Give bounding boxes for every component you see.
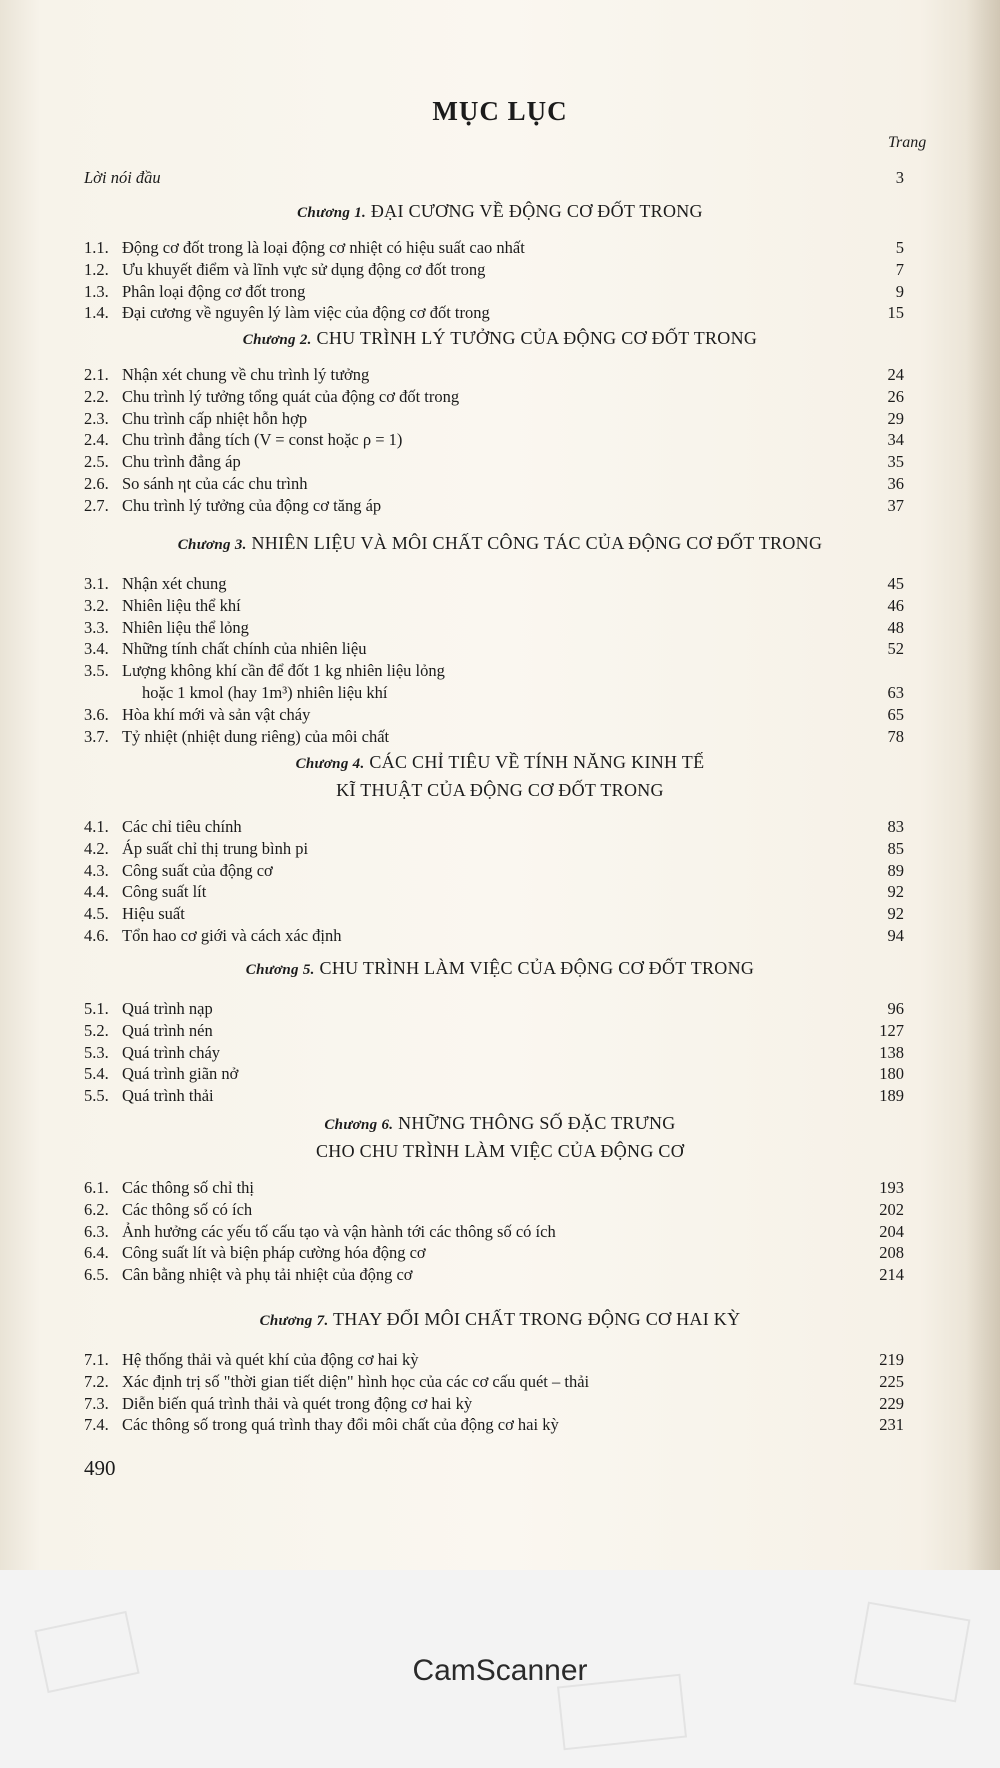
toc-entry-title: Chu trình lý tưởng của động cơ tăng áp [122,495,382,515]
toc-entry-title: Các thông số trong quá trình thay đổi môi chất của động cơ hai kỳ [122,1415,559,1435]
toc-entry [84,880,904,904]
toc-entry-text [84,572,226,596]
toc-entry-intro [84,166,904,190]
toc-entry-title: Nhiên liệu thể lỏng [122,617,249,637]
toc-entry-page: 63 [887,683,904,702]
toc-entry-number: 5.4. [84,1064,109,1084]
toc-entry-text [84,363,369,387]
toc-entry-text [84,494,381,518]
chapter-heading [0,1110,1000,1164]
toc-entry-page: 219 [879,1350,904,1369]
toc-entry-text [84,1413,559,1437]
toc-entry-number: 6.3. [84,1221,109,1241]
toc-entry-title: Chu trình lý tưởng tổng quát của động cơ đốt trong [122,386,460,406]
toc-entry-text [84,472,308,496]
toc-entry [84,385,904,409]
toc-entry [84,725,904,749]
toc-entry-text [84,880,206,904]
toc-entry-number: 1.4. [84,303,109,323]
toc-entry-page: 180 [879,1064,904,1084]
toc-entry-title: Tỷ nhiệt (nhiệt dung riêng) của môi chất [122,726,390,746]
chapter-subtitle: KĨ THUẬT CỦA ĐỘNG CƠ ĐỐT TRONG [336,780,664,800]
toc-entry-number: 3.7. [84,726,109,746]
toc-entry-text [84,924,342,948]
chapter-kicker: Chương 6. [324,1117,394,1133]
toc-entry-title: Phân loại động cơ đốt trong [122,281,306,301]
camscanner-watermark: CamScanner [412,1654,588,1687]
toc-entry-text [84,815,242,839]
toc-entry [84,472,904,496]
toc-entry-title: Hệ thống thải và quét khí của động cơ hai kỳ [122,1350,419,1369]
toc-entry [84,997,904,1021]
toc-entry-page: 231 [879,1415,904,1435]
toc-entry-number: 2.7. [84,495,109,515]
chapter-title: THAY ĐỔI MÔI CHẤT TRONG ĐỘNG CƠ HAI KỲ [333,1309,741,1329]
toc-entry-title: Cân bằng nhiệt và phụ tải nhiệt của động cơ [122,1265,413,1285]
toc-entry-page: 94 [887,926,904,945]
toc-entry-title: Quá trình nạp [122,999,213,1018]
toc-entry-number: 3.2. [84,595,109,615]
toc-entry-text [84,385,459,409]
toc-entry-title: Áp suất chỉ thị trung bình pi [122,838,309,858]
toc-entry [84,280,904,304]
toc-entry-text [84,703,310,727]
toc-entry-text [84,902,185,926]
toc-entry-page: 225 [879,1371,904,1391]
toc-entry-page: 3 [895,168,904,187]
toc-entry-text [84,1084,214,1108]
toc-entry-title: Chu trình đẳng tích (V = const hoặc ρ = 1) [122,430,403,450]
toc-entry-number: 5.1. [84,999,109,1018]
toc-entry-number: 7.2. [84,1371,109,1391]
toc-entry [84,637,904,661]
toc-entry [84,450,904,474]
toc-entry [84,659,904,683]
toc-entry-number: 2.3. [84,408,109,428]
toc-entry-page: 52 [887,639,904,659]
toc-entry-page: 36 [887,474,904,493]
toc-entry-text [84,280,305,304]
toc-entry [84,1392,904,1416]
chapter-heading [0,1306,1000,1334]
toc-entry [84,258,904,282]
toc-entry-number: 3.3. [84,617,109,637]
toc-entry [84,902,904,926]
toc-entry [84,494,904,518]
chapter-title: ĐẠI CƯƠNG VỀ ĐỘNG CƠ ĐỐT TRONG [370,201,703,221]
toc-entry-page: 46 [887,595,904,615]
toc-entry-text: Lời nói đầu [84,168,161,187]
toc-entry-text [84,258,485,282]
toc-entry-title: Các chỉ tiêu chính [122,817,242,836]
toc-entry [84,703,904,727]
toc-entry-number: 7.1. [84,1350,109,1369]
toc-entry-text [84,1019,213,1043]
toc-entry-page: 24 [887,365,904,384]
toc-entry-title: Nhiên liệu thể khí [122,595,241,615]
toc-entry-text [84,637,366,661]
toc-entry-number: 4.1. [84,817,109,836]
toc-entry-text [84,428,402,452]
toc-entry-text [84,681,388,705]
chapter-kicker: Chương 2. [242,332,312,348]
toc-entry [84,681,904,705]
toc-entry-page: 15 [887,303,904,323]
toc-entry-number: 4.6. [84,926,109,945]
toc-entry-page: 37 [887,495,904,515]
toc-entry-text [84,1241,426,1265]
toc-entry-text [84,1263,413,1287]
chapter-kicker: Chương 7. [259,1313,329,1329]
toc-entry-title: Công suất lít [122,882,207,902]
toc-entry-text [84,616,249,640]
toc-entry-page: 48 [887,617,904,637]
toc-entry-number: 7.4. [84,1415,109,1435]
chapter-heading [0,749,1000,803]
toc-entry-page: 204 [879,1221,904,1241]
toc-entry [84,859,904,883]
chapter-title: NHỮNG THÔNG SỐ ĐẶC TRƯNG [398,1113,676,1133]
toc-entry-title: Chu trình đẳng áp [122,452,241,472]
toc-entry-text [84,407,307,431]
toc-entry-title: Công suất của động cơ [122,860,273,880]
toc-entry-title: Ảnh hưởng các yếu tố cấu tạo và vận hành tới các thông số có ích [122,1221,556,1241]
toc-entry-title: Ưu khuyết điểm và lĩnh vực sử dụng động cơ đốt trong [122,259,486,279]
toc-entry-number: 4.3. [84,860,109,880]
toc-entry-number: 1.3. [84,281,109,301]
toc-entry-number: 5.3. [84,1042,109,1062]
toc-entry [84,837,904,861]
toc-entry-page: 78 [887,726,904,746]
toc-entry-text [84,594,241,618]
toc-entry-number: 7.3. [84,1393,109,1413]
chapter-kicker: Chương 1. [297,205,367,221]
toc-entry [84,1263,904,1287]
chapter-heading [0,198,1000,226]
toc-entry [84,1176,904,1200]
toc-entry-number: 6.1. [84,1178,109,1197]
toc-entry-title: Quá trình cháy [122,1042,221,1062]
chapter-heading [0,530,1000,558]
chapter-title: NHIÊN LIỆU VÀ MÔI CHẤT CÔNG TÁC CỦA ĐỘNG CƠ ĐỐT TRONG [251,533,823,553]
toc-entry-title: Hòa khí mới và sản vật cháy [122,704,311,724]
chapter-title: CHU TRÌNH LÝ TƯỞNG CỦA ĐỘNG CƠ ĐỐT TRONG [316,328,758,348]
toc-entry [84,1062,904,1086]
toc-entry [84,407,904,431]
toc-entry [84,594,904,618]
toc-entry-title: So sánh ηt của các chu trình [122,474,308,493]
toc-entry-title: Quá trình nén [122,1020,213,1040]
toc-entry-title: Các thông số chỉ thị [122,1178,254,1197]
chapter-heading [0,325,1000,353]
toc-entry [84,1413,904,1437]
toc-entry-text [84,837,308,861]
toc-entry-page: 189 [879,1086,904,1106]
toc-entry-page: 92 [887,882,904,902]
chapter-kicker: Chương 5. [245,962,315,978]
toc-entry-text [84,997,213,1021]
toc-entry [84,1041,904,1065]
toc-entry [84,815,904,839]
toc-entry-page: 92 [887,904,904,924]
toc-entry-number: 2.2. [84,386,109,406]
toc-entry-page: 89 [887,860,904,880]
toc-entry-text [84,1370,589,1394]
chapter-title: CÁC CHỈ TIÊU VỀ TÍNH NĂNG KINH TẾ [369,752,705,772]
toc-entry-number: 3.6. [84,704,109,724]
toc-entry-title: Công suất lít và biện pháp cường hóa động cơ [122,1243,426,1263]
toc-entry-title: Chu trình cấp nhiệt hỗn hợp [122,408,308,428]
toc-entry-title: Quá trình thải [122,1086,214,1106]
toc-entry-number: 2.4. [84,430,109,450]
page-number: 490 [84,1456,116,1480]
toc-entry-page: 127 [879,1020,904,1040]
toc-entry-number: 3.5. [84,661,109,681]
toc-entry-title: Đại cương về nguyên lý làm việc của động cơ đốt trong [122,303,490,323]
toc-entry [84,616,904,640]
toc-entry-text [84,859,273,883]
toc-entry-page: 138 [879,1042,904,1062]
toc-entry-number: 3.4. [84,639,109,659]
toc-entry-page: 202 [879,1199,904,1219]
toc-entry-page: 214 [879,1265,904,1285]
toc-entry-text [84,236,525,260]
toc-entry-title: Lượng không khí cần để đốt 1 kg nhiên liệu lỏng [122,661,445,681]
toc-entry-text [84,1392,472,1416]
toc-entry-page: 9 [895,281,904,301]
chapter-heading [0,955,1000,983]
toc-entry-number: 6.4. [84,1243,109,1263]
toc-entry-number: 5.5. [84,1086,109,1106]
toc-entry-number: 4.2. [84,838,109,858]
toc-entry [84,301,904,325]
toc-entry-title: Hiệu suất [122,904,185,924]
toc-entry-title: Nhận xét chung về chu trình lý tưởng [122,365,370,384]
toc-entry-text [84,1041,220,1065]
toc-entry [84,363,904,387]
toc-entry-page: 7 [895,259,904,279]
toc-entry-number: 2.5. [84,452,109,472]
toc-entry-number: 1.2. [84,259,109,279]
toc-entry [84,1348,904,1372]
toc-entry-page: 26 [887,386,904,406]
toc-entry [84,236,904,260]
toc-entry-number: 6.2. [84,1199,109,1219]
toc-entry [84,1198,904,1222]
toc-entry-number: 4.4. [84,882,109,902]
toc-entry-text [84,450,241,474]
toc-entry-page: 65 [887,704,904,724]
toc-entry-title: Xác định trị số "thời gian tiết diện" hình học của các cơ cấu quét – thải [122,1371,590,1391]
toc-entry-page: 229 [879,1393,904,1413]
toc-entry-page: 5 [895,238,904,257]
toc-entry-title: Động cơ đốt trong là loại động cơ nhiệt có hiệu suất cao nhất [122,238,525,257]
chapter-kicker: Chương 4. [295,756,365,772]
page-title: MỤC LỤC [432,96,568,126]
toc-entry-title: Quá trình giãn nở [122,1064,239,1084]
toc-entry-number: 2.6. [84,474,109,493]
toc-entry [84,1370,904,1394]
toc-entry-title: Diễn biến quá trình thải và quét trong động cơ hai kỳ [122,1393,473,1413]
toc-entry [84,1220,904,1244]
toc-entry-title: Nhận xét chung [122,574,227,593]
toc-entry-title: Các thông số có ích [122,1199,253,1219]
toc-entry-title: hoặc 1 kmol (hay 1m³) nhiên liệu khí [142,683,388,702]
toc-entry-number: 5.2. [84,1020,109,1040]
page-column-label: Trang [888,134,927,151]
toc-entry-page: 85 [887,838,904,858]
toc-entry-page: 34 [887,430,904,450]
toc-entry-page: 83 [887,817,904,836]
toc-entry [84,572,904,596]
toc-entry-text [84,1176,254,1200]
toc-entry-number: 2.1. [84,365,109,384]
toc-entry-page: 193 [879,1178,904,1197]
chapter-kicker: Chương 3. [177,537,247,553]
toc-entry-page: 45 [887,574,904,593]
chapter-subtitle: CHO CHU TRÌNH LÀM VIỆC CỦA ĐỘNG CƠ [315,1141,685,1161]
toc-entry-text [84,659,445,683]
toc-entry-number: 3.1. [84,574,109,593]
toc-entry-number: 6.5. [84,1265,109,1285]
toc-entry-number: 1.1. [84,238,109,257]
toc-entry [84,924,904,948]
toc-entry [84,1019,904,1043]
toc-entry-page: 29 [887,408,904,428]
toc-entry-title: Những tính chất chính của nhiên liệu [122,639,367,659]
toc-entry-text [84,1220,556,1244]
toc-entry-page: 35 [887,452,904,472]
toc-entry-page: 96 [887,999,904,1018]
toc-entry-page: 208 [879,1243,904,1263]
toc-entry-text [84,1198,252,1222]
toc-entry-text [84,1348,418,1372]
toc-entry-text [84,1062,238,1086]
toc-entry-number: 4.5. [84,904,109,924]
toc-entry [84,428,904,452]
toc-entry [84,1241,904,1265]
toc-entry-title: Tổn hao cơ giới và cách xác định [122,926,342,945]
toc-entry-text [84,725,389,749]
chapter-title: CHU TRÌNH LÀM VIỆC CỦA ĐỘNG CƠ ĐỐT TRONG [319,958,755,978]
toc-entry [84,1084,904,1108]
toc-entry-text [84,301,490,325]
